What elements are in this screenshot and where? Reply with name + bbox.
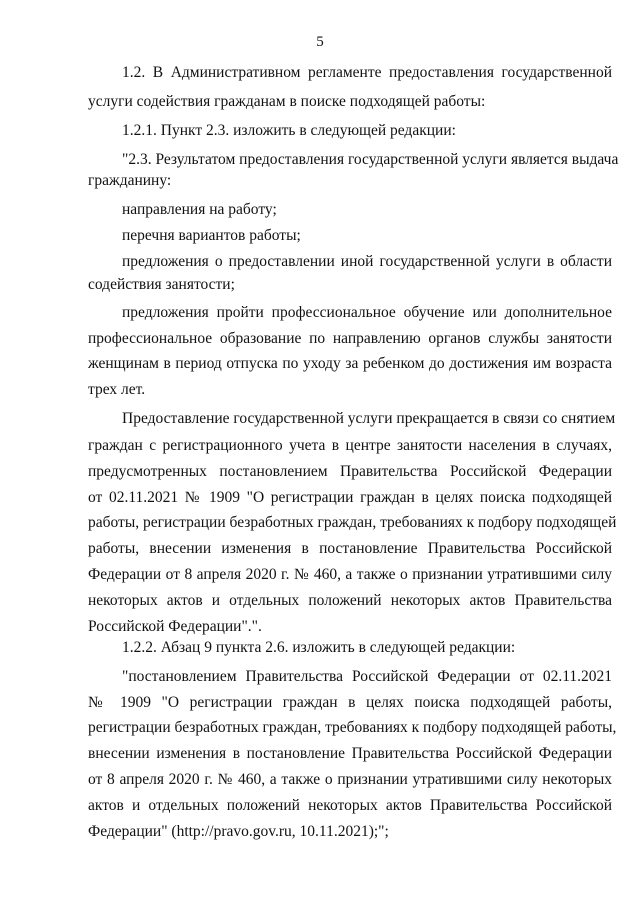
text-line: работы, регистрации безработных граждан, требованиях к подбору подходящей bbox=[88, 514, 617, 531]
text-line: профессиональное образование по направлению органов службы занятости bbox=[88, 330, 612, 347]
text-line: перечня вариантов работы; bbox=[122, 227, 301, 244]
text-line: трех лет. bbox=[88, 381, 146, 398]
text-line: регистрации безработных граждан, требованиях к подбору подходящей работы, bbox=[88, 719, 617, 736]
text-line: 1.2. В Административном регламенте предоставления государственной bbox=[122, 64, 612, 81]
text-line: "постановлением Правительства Российской Федерации от 02.11.2021 bbox=[122, 668, 612, 685]
text-line: услуги содействия гражданам в поиске подходящей работы: bbox=[88, 93, 486, 110]
text-line: 1.2.2. Абзац 9 пункта 2.6. изложить в следующей редакции: bbox=[122, 639, 516, 656]
page-number: 5 bbox=[316, 34, 324, 50]
text-line: Федерации" (http://pravo.gov.ru, 10.11.2021);"; bbox=[88, 823, 389, 840]
text-line: предложения о предоставлении иной государственной услуги в области bbox=[122, 253, 612, 270]
text-line: от 02.11.2021 № 1909 "О регистрации граждан в целях поиска подходящей bbox=[88, 489, 612, 506]
text-line: Федерации от 8 апреля 2020 г. № 460, а также о признании утратившими силу bbox=[88, 566, 612, 583]
text-line: некоторых актов и отдельных положений некоторых актов Правительства bbox=[88, 592, 612, 609]
text-line: Предоставление государственной услуги прекращается в связи со снятием bbox=[122, 410, 616, 427]
text-line: граждан с регистрационного учета в центре занятости населения в случаях, bbox=[88, 437, 612, 454]
text-line: внесении изменения в постановление Правительства Российской Федерации bbox=[88, 745, 612, 762]
text-line: направления на работу; bbox=[122, 201, 277, 218]
text-line: гражданину: bbox=[88, 172, 172, 189]
text-line: актов и отдельных положений некоторых актов Правительства Российской bbox=[88, 797, 612, 814]
text-line: 1.2.1. Пункт 2.3. изложить в следующей редакции: bbox=[122, 122, 456, 139]
text-line: Российской Федерации".". bbox=[88, 618, 262, 635]
text-line: № 1909 "О регистрации граждан в целях поиска подходящей работы, bbox=[88, 694, 612, 711]
text-line: работы, внесении изменения в постановление Правительства Российской bbox=[88, 540, 612, 557]
text-line: от 8 апреля 2020 г. № 460, а также о признании утратившими силу некоторых bbox=[88, 771, 612, 788]
text-line: женщинам в период отпуска по уходу за ребенком до достижения им возраста bbox=[88, 355, 612, 372]
text-line: "2.3. Результатом предоставления государственной услуги является выдача bbox=[122, 151, 619, 168]
text-line: содействия занятости; bbox=[88, 276, 235, 293]
text-line: предусмотренных постановлением Правительства Российской Федерации bbox=[88, 463, 612, 480]
text-line: предложения пройти профессиональное обучение или дополнительное bbox=[122, 304, 612, 321]
